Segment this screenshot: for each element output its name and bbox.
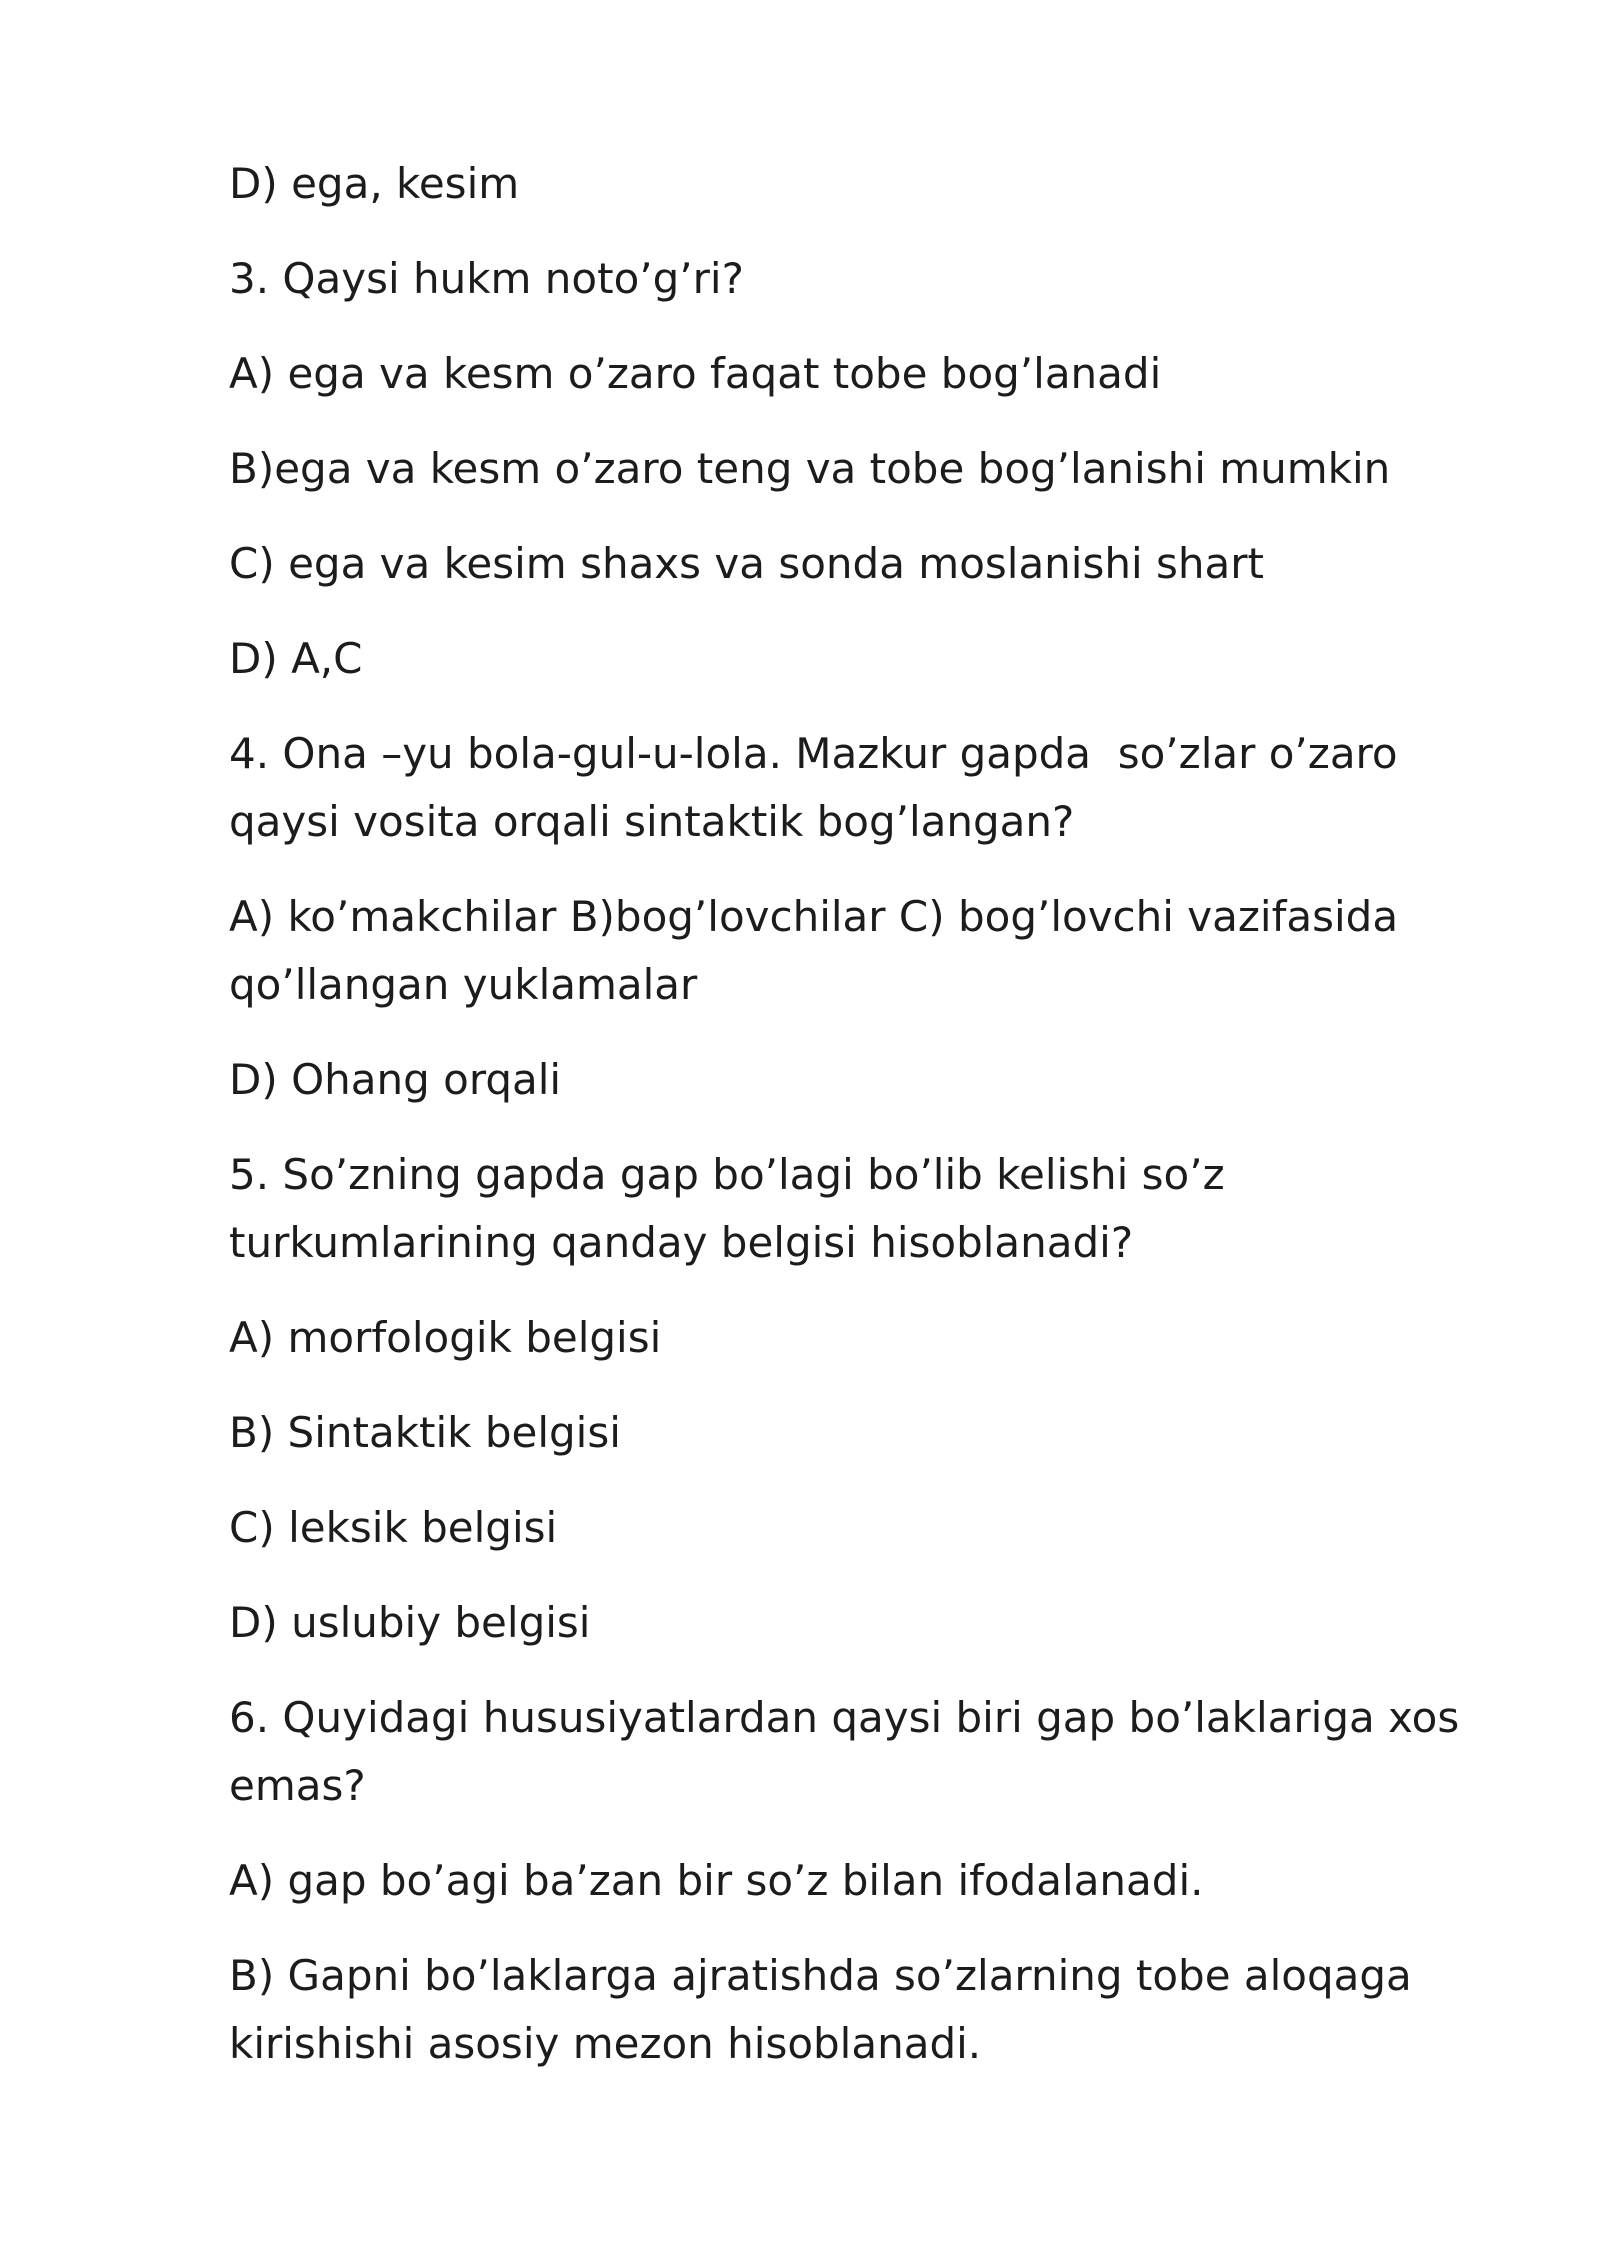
option-d-q4: D) Ohang orqali — [229, 1055, 562, 1104]
document-body — [229, 150, 1489, 2105]
option-b-q6: B) Gapni bo’laklarga ajratishda so’zlarning tobe aloqaga kirishishi asosiy mezon hisoblanadi. — [229, 1951, 1426, 2068]
option-b-q5: B) Sintaktik belgisi — [229, 1408, 621, 1457]
option-d-q5: D) uslubiy belgisi — [229, 1598, 591, 1647]
option-b-q3: B)ega va kesm o’zaro teng va tobe bog’lanishi mumkin — [229, 444, 1391, 493]
option-c-q5: C) leksik belgisi — [229, 1503, 558, 1552]
option-d-q3: D) A,C — [229, 634, 363, 683]
option-d-q2: D) ega, kesim — [229, 159, 520, 208]
question-6: 6. Quyidagi hususiyatlardan qaysi biri gap bo’laklariga xos emas? — [229, 1693, 1473, 1810]
options-abc-q4: A) ko’makchilar B)bog’lovchilar C) bog’lovchi vazifasida qo’llangan yuklamalar — [229, 892, 1412, 1009]
question-4: 4. Ona –yu bola-gul-u-lola. Mazkur gapda so’zlar o’zaro qaysi vosita orqali sintaktik bog’langan? — [229, 729, 1411, 846]
option-a-q5: A) morfologik belgisi — [229, 1313, 662, 1362]
option-a-q3: A) ega va kesm o’zaro faqat tobe bog’lanadi — [229, 349, 1162, 398]
option-c-q3: C) ega va kesim shaxs va sonda moslanishi shart — [229, 539, 1264, 588]
option-a-q6: A) gap bo’agi ba’zan bir so’z bilan ifodalanadi. — [229, 1856, 1204, 1905]
question-5: 5. So’zning gapda gap bo’lagi bo’lib kelishi so’z turkumlarining qanday belgisi hisoblanadi? — [229, 1150, 1239, 1267]
question-3: 3. Qaysi hukm noto’g’ri? — [229, 254, 744, 303]
